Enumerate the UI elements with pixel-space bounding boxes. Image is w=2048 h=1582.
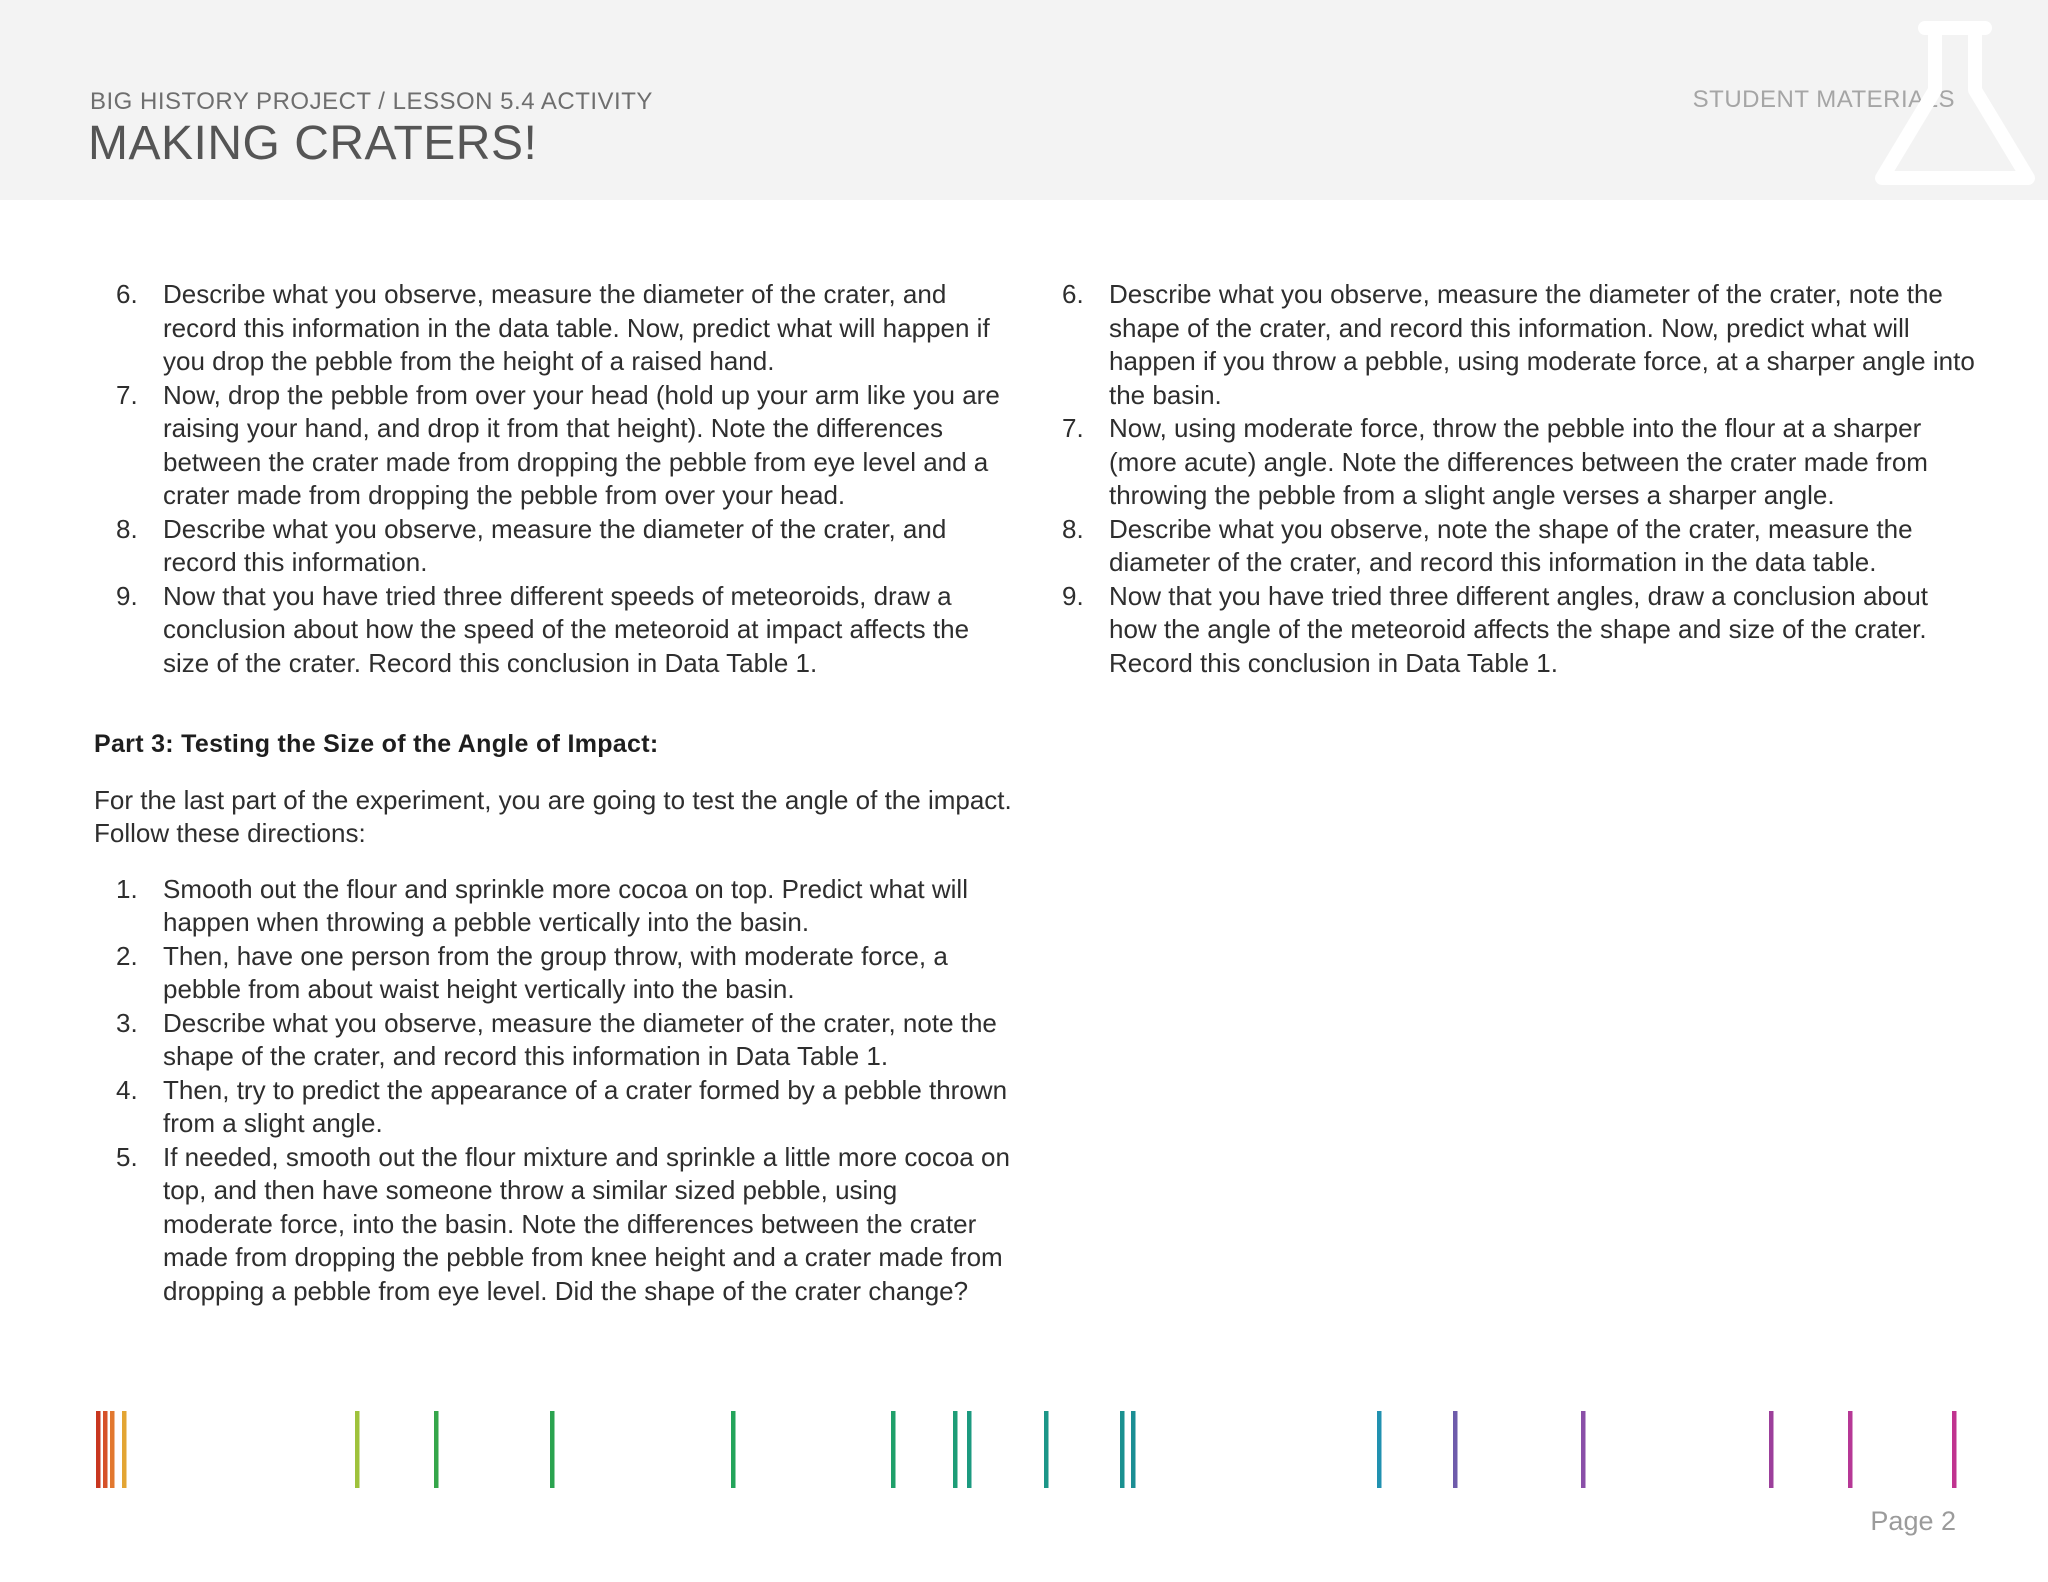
timeline-bars xyxy=(0,1408,2048,1490)
timeline-bar xyxy=(891,1411,896,1488)
timeline-bar xyxy=(953,1411,958,1488)
timeline-bar xyxy=(1769,1411,1774,1488)
timeline-bar xyxy=(355,1411,360,1488)
list-item-text: Describe what you observe, note the shape of the crater, measure the diameter of the crater, and record this information in the data table. xyxy=(1109,513,1913,577)
page-number: Page 2 xyxy=(1870,1506,1956,1536)
list-item-text: Now that you have tried three different speeds of meteoroids, draw a conclusion about how the speed of the meteoroid at impact affects the size of the crater. Record this conclusion in Data Table 1. xyxy=(163,580,970,678)
list-item-number: 6. xyxy=(116,279,138,309)
timeline-bar xyxy=(434,1411,439,1488)
list-item xyxy=(94,940,1014,1007)
list-item-text: Then, have one person from the group throw, with moderate force, a pebble from about waist height vertically into the basin. xyxy=(163,940,948,1004)
document-header xyxy=(0,0,2048,200)
timeline-bar xyxy=(967,1411,972,1488)
list-item-text: Smooth out the flour and sprinkle more cocoa on top. Predict what will happen when throwing a pebble vertically into the basin. xyxy=(163,873,968,937)
list-item xyxy=(94,513,1014,580)
steps-list-part2 xyxy=(94,278,1014,680)
page-title: MAKING CRATERS! xyxy=(88,117,538,170)
list-item xyxy=(1040,580,1980,681)
list-item-text: Now, drop the pebble from over your head (hold up your arm like you are raising your hand, and drop it from that height). Note the differences between the crater made from dropping the pebble from eye level and a crater made from dropping the pebble from over your head. xyxy=(163,379,1000,510)
part3-heading: Part 3: Testing the Size of the Angle of Impact: xyxy=(94,730,659,758)
timeline-bar xyxy=(1848,1411,1853,1488)
list-item-text: Now that you have tried three different angles, draw a conclusion about how the angle of the meteoroid affects the shape and size of the crater. Record this conclusion in Data Table 1. xyxy=(1109,580,1929,678)
list-item-text: If needed, smooth out the flour mixture and sprinkle a little more cocoa on top, and then have someone throw a similar sized pebble, using moderate force, into the basin. Note the differences between the crater made from dropping the pebble from knee height and a crater made from dropping a pebble from eye level. Did the shape of the crater change? xyxy=(163,1141,1010,1306)
list-item-text: Now, using moderate force, throw the pebble into the flour at a sharper (more acute) angle. Note the differences between the crater made from throwing the pebble from a slight angle verses a sharper angle. xyxy=(1109,413,1928,510)
list-item xyxy=(94,1007,1014,1074)
part3-intro: For the last part of the experiment, you are going to test the angle of the impact. Follow these directions: xyxy=(94,784,1012,848)
list-item xyxy=(94,1141,1014,1309)
list-item xyxy=(1040,412,1980,513)
timeline-bar xyxy=(1453,1411,1458,1488)
right-column xyxy=(1040,278,1980,680)
list-item xyxy=(1040,278,1980,412)
timeline-bar xyxy=(110,1411,115,1488)
list-item xyxy=(94,1074,1014,1141)
list-item xyxy=(94,580,1014,681)
left-column xyxy=(94,278,1014,1308)
list-item-number: 7. xyxy=(1062,413,1084,443)
timeline-bar xyxy=(103,1411,108,1488)
list-item-number: 1. xyxy=(116,873,138,904)
list-item-number: 2. xyxy=(116,940,138,971)
steps-list-part3 xyxy=(94,873,1014,1309)
list-item-number: 4. xyxy=(116,1074,138,1105)
timeline-bar xyxy=(1952,1411,1957,1488)
student-materials-label: STUDENT MATERIALS xyxy=(1692,86,1955,113)
list-item-number: 7. xyxy=(116,379,138,410)
list-item-text: Describe what you observe, measure the diameter of the crater, note the shape of the crater, and record this information. Now, predict what will happen if you throw a pebble, using moderate force, at a sharper angle into the basin. xyxy=(1109,279,1975,410)
flask-icon xyxy=(1870,20,2040,190)
list-item xyxy=(94,278,1014,379)
list-item-number: 3. xyxy=(116,1007,138,1038)
timeline-bar xyxy=(1131,1411,1136,1488)
list-item-number: 9. xyxy=(116,580,138,611)
timeline-bar xyxy=(122,1411,127,1488)
list-item-number: 8. xyxy=(116,513,138,544)
list-item-number: 9. xyxy=(1062,580,1084,611)
timeline-bar xyxy=(96,1411,101,1488)
list-item xyxy=(94,873,1014,940)
list-item-text: Describe what you observe, measure the diameter of the crater, note the shape of the crater, and record this information in Data Table 1. xyxy=(163,1007,997,1071)
list-item-text: Describe what you observe, measure the diameter of the crater, and record this information in the data table. Now, predict what will happen if you drop the pebble from the height of a raised hand. xyxy=(163,279,990,376)
list-item xyxy=(94,379,1014,513)
timeline-bar xyxy=(550,1411,555,1488)
timeline-bar xyxy=(1044,1411,1049,1488)
list-item-number: 8. xyxy=(1062,513,1084,544)
list-item-number: 5. xyxy=(116,1141,138,1172)
lesson-kicker: BIG HISTORY PROJECT / LESSON 5.4 ACTIVITY xyxy=(90,88,653,115)
list-item-number: 6. xyxy=(1062,279,1084,309)
list-item-text: Describe what you observe, measure the diameter of the crater, and record this information. xyxy=(163,513,947,577)
timeline-bar xyxy=(1377,1411,1382,1488)
steps-list-part3-continued xyxy=(1040,278,1980,680)
timeline-bar xyxy=(731,1411,736,1488)
timeline-bar xyxy=(1120,1411,1125,1488)
timeline-bar xyxy=(1581,1411,1586,1488)
list-item xyxy=(1040,513,1980,580)
list-item-text: Then, try to predict the appearance of a crater formed by a pebble thrown from a slight angle. xyxy=(163,1074,1008,1138)
